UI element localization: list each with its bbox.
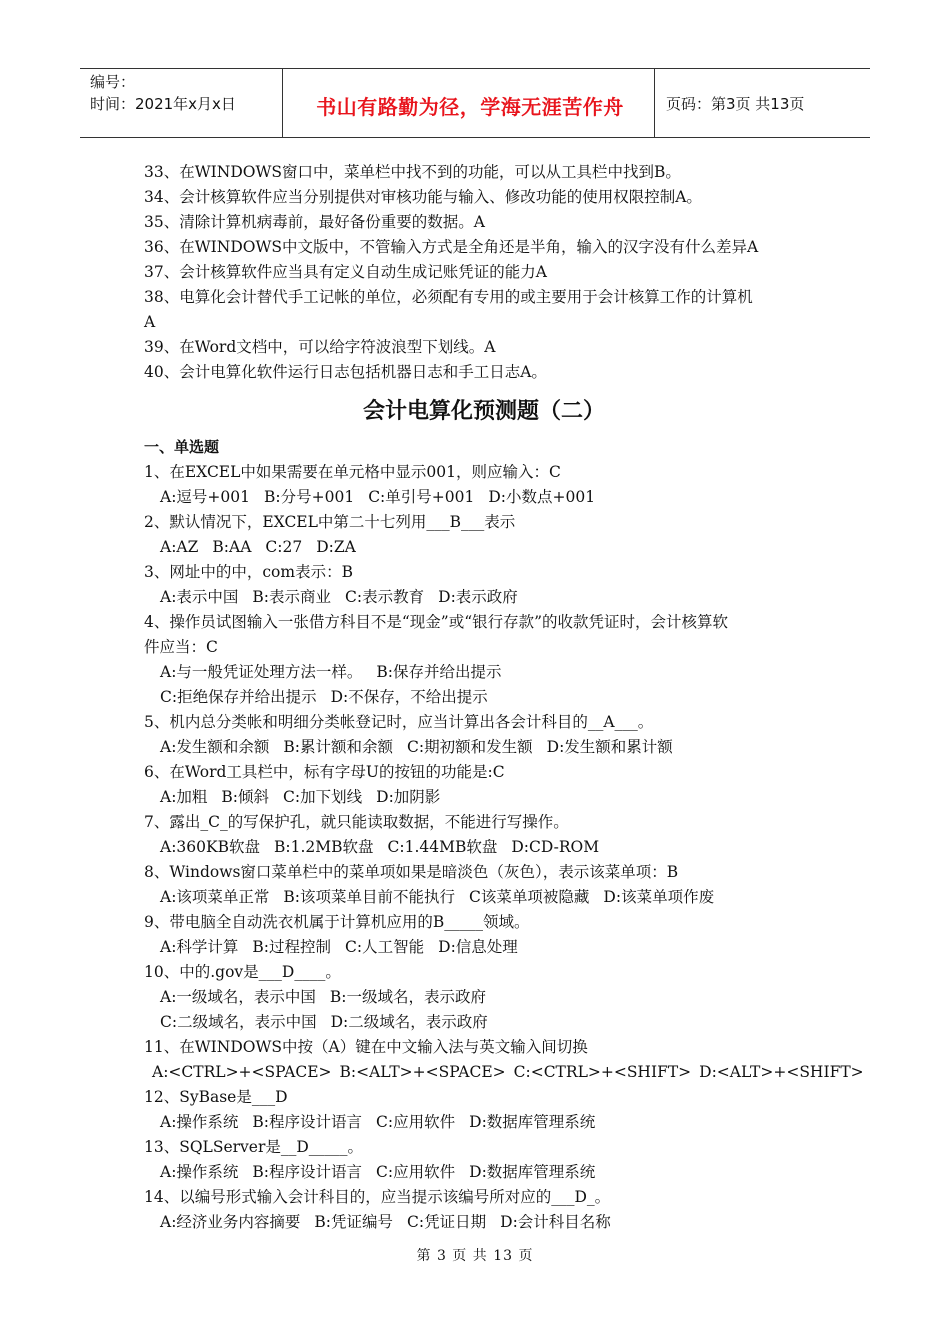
answer-option: A:加粗	[160, 788, 208, 806]
question-text: 11、在WINDOWS中按（A）键在中文输入法与英文输入间切换	[144, 1038, 588, 1056]
list-item: 33、在WINDOWS窗口中，菜单栏中找不到的功能，可以从工具栏中找到B。	[144, 163, 681, 181]
answer-option: C该菜单项被隐藏	[469, 888, 590, 906]
option-row	[144, 1010, 824, 1035]
answer-option: B:保存并给出提示	[376, 663, 502, 681]
answer-option: A:科学计算	[160, 938, 239, 956]
question	[144, 610, 824, 710]
question	[144, 460, 824, 510]
question-text: 6、在Word工具栏中，标有字母U的按钮的功能是:C	[144, 763, 505, 781]
option-row	[144, 735, 824, 760]
header-meta	[90, 71, 236, 115]
answer-option: C:单引号+001	[368, 488, 475, 506]
answer-option: B:凭证编号	[314, 1213, 394, 1231]
option-row	[144, 585, 824, 610]
header-divider	[654, 69, 655, 137]
answer-option: B:分号+001	[264, 488, 355, 506]
question-text: 8、Windows窗口菜单栏中的菜单项如果是暗淡色（灰色），表示该菜单项：B	[144, 863, 679, 881]
question	[144, 760, 824, 810]
answer-option: D:ZA	[316, 538, 356, 556]
header-page-info: 页码：第3页 共13页	[666, 95, 805, 113]
answer-option: A:经济业务内容摘要	[160, 1213, 301, 1231]
header-divider	[282, 69, 283, 137]
answer-option: D:数据库管理系统	[469, 1163, 596, 1181]
option-row	[144, 1060, 864, 1085]
answer-option: B:程序设计语言	[252, 1163, 363, 1181]
answer-option: B:AA	[212, 538, 252, 556]
list-item: 40、会计电算化软件运行日志包括机器日志和手工日志A。	[144, 363, 547, 381]
option-row	[144, 835, 824, 860]
answer-option: A:操作系统	[160, 1163, 239, 1181]
answer-option: C:27	[265, 538, 303, 556]
document-title: 会计电算化预测题（二）	[362, 399, 605, 424]
answer-option: A:360KB软盘	[160, 838, 260, 856]
question-text: 2、默认情况下，EXCEL中第二十七列用___B___表示	[144, 513, 516, 531]
option-row	[144, 685, 824, 710]
question-text: 14、以编号形式输入会计科目的，应当提示该编号所对应的___D_。	[144, 1188, 611, 1206]
answer-option: D:发生额和累计额	[546, 738, 673, 756]
option-row	[144, 535, 824, 560]
answer-option: A:发生额和余额	[160, 738, 270, 756]
question-text: 13、SQLServer是__D_____。	[144, 1138, 364, 1156]
option-row	[144, 485, 824, 510]
option-row	[144, 985, 824, 1010]
answer-option: D:数据库管理系统	[469, 1113, 596, 1131]
list-item: 34、会计核算软件应当分别提供对审核功能与输入、修改功能的使用权限控制A。	[144, 188, 702, 206]
option-row	[144, 1210, 824, 1235]
answer-option: B:表示商业	[252, 588, 332, 606]
question	[144, 1135, 824, 1185]
answer-option: A:逗号+001	[160, 488, 250, 506]
question-text: 3、网址中的中，com表示：B	[144, 563, 353, 581]
question-text: 10、中的.gov是___D____。	[144, 963, 341, 981]
answer-option: C:应用软件	[376, 1163, 456, 1181]
question	[144, 560, 824, 610]
question	[144, 710, 824, 760]
answer-option: A:一级域名，表示中国	[160, 988, 316, 1006]
option-row	[144, 785, 824, 810]
answer-option: D:会计科目名称	[500, 1213, 611, 1231]
number-label: 编号：	[90, 73, 136, 91]
answer-option: B:一级域名，表示政府	[329, 988, 487, 1006]
document-body	[144, 160, 864, 1235]
answer-option: B:过程控制	[252, 938, 332, 956]
question	[144, 1035, 864, 1085]
question-text: 4、操作员试图输入一张借方科目不是“现金”或“银行存款”的收款凭证时，会计核算软	[144, 613, 729, 631]
list-item: 35、清除计算机病毒前，最好备份重要的数据。A	[144, 213, 485, 231]
question	[144, 1085, 824, 1135]
answer-option: A:与一般凭证处理方法一样。	[160, 663, 363, 681]
previous-items	[144, 160, 824, 385]
answer-option: C:表示教育	[345, 588, 425, 606]
answer-option: A:操作系统	[160, 1113, 239, 1131]
question	[144, 510, 824, 560]
question-text: 5、机内总分类帐和明细分类帐登记时，应当计算出各会计科目的__A___。	[144, 713, 654, 731]
answer-option: D:信息处理	[438, 938, 518, 956]
answer-option: D:表示政府	[438, 588, 518, 606]
answer-option: C:二级域名，表示中国	[160, 1013, 317, 1031]
answer-option: A:AZ	[160, 538, 199, 556]
answer-option: D:<ALT>+<SHIFT>	[699, 1063, 864, 1081]
question-list	[144, 460, 864, 1235]
answer-option: D:不保存，不给出提示	[330, 688, 488, 706]
answer-option: C:加下划线	[283, 788, 363, 806]
answer-option: D:二级域名，表示政府	[330, 1013, 488, 1031]
answer-option: A:<CTRL>+<SPACE>	[152, 1063, 332, 1081]
list-item: 39、在Word文档中，可以给字符波浪型下划线。A	[144, 338, 496, 356]
answer-option: C:<CTRL>+<SHIFT>	[513, 1063, 692, 1081]
answer-option: C:拒绝保存并给出提示	[160, 688, 317, 706]
question-text: 12、SyBase是___D	[144, 1088, 288, 1106]
option-row	[144, 885, 824, 910]
question-text: 9、带电脑全自动洗衣机属于计算机应用的B_____领域。	[144, 913, 530, 931]
question	[144, 960, 824, 1035]
option-row	[144, 935, 824, 960]
option-row	[144, 1110, 824, 1135]
answer-option: B:1.2MB软盘	[273, 838, 374, 856]
list-item: 38、电算化会计替代手工记帐的单位，必须配有专用的或主要用于会计核算工作的计算机	[144, 288, 753, 306]
answer-option: D:小数点+001	[488, 488, 596, 506]
answer-option: C:期初额和发生额	[407, 738, 533, 756]
list-item: 37、会计核算软件应当具有定义自动生成记账凭证的能力A	[144, 263, 547, 281]
question	[144, 910, 824, 960]
answer-option: A:表示中国	[160, 588, 239, 606]
option-row	[144, 1160, 824, 1185]
header-motto: 书山有路勤为径，学海无涯苦作舟	[316, 95, 624, 119]
list-item: A	[144, 313, 156, 331]
answer-option: D:CD-ROM	[511, 838, 600, 856]
answer-option: B:程序设计语言	[252, 1113, 363, 1131]
question	[144, 860, 824, 910]
list-item: 36、在WINDOWS中文版中，不管输入方式是全角还是半角，输入的汉字没有什么差异A	[144, 238, 759, 256]
answer-option: D:加阴影	[376, 788, 441, 806]
page-footer: 第 3 页 共 13 页	[416, 1248, 534, 1264]
question-text: 7、露出_C_的写保护孔，就只能读取数据，不能进行写操作。	[144, 813, 569, 831]
answer-option: B:<ALT>+<SPACE>	[339, 1063, 506, 1081]
question	[144, 1185, 824, 1235]
answer-option: D:该菜单项作废	[603, 888, 715, 906]
answer-option: A:该项菜单正常	[160, 888, 270, 906]
question-text: 件应当：C	[144, 638, 218, 656]
answer-option: C:1.44MB软盘	[387, 838, 498, 856]
section-heading: 一、单选题	[144, 438, 220, 456]
answer-option: C:应用软件	[376, 1113, 456, 1131]
answer-option: C:人工智能	[345, 938, 425, 956]
question-text: 1、在EXCEL中如果需要在单元格中显示001，则应输入：C	[144, 463, 561, 481]
option-row	[144, 660, 824, 685]
answer-option: B:该项菜单目前不能执行	[283, 888, 456, 906]
answer-option: B:累计额和余额	[283, 738, 394, 756]
date-line: 时间：2021年x月x日	[90, 95, 236, 113]
answer-option: C:凭证日期	[407, 1213, 487, 1231]
page-header	[80, 68, 870, 138]
question	[144, 810, 824, 860]
answer-option: B:倾斜	[221, 788, 270, 806]
